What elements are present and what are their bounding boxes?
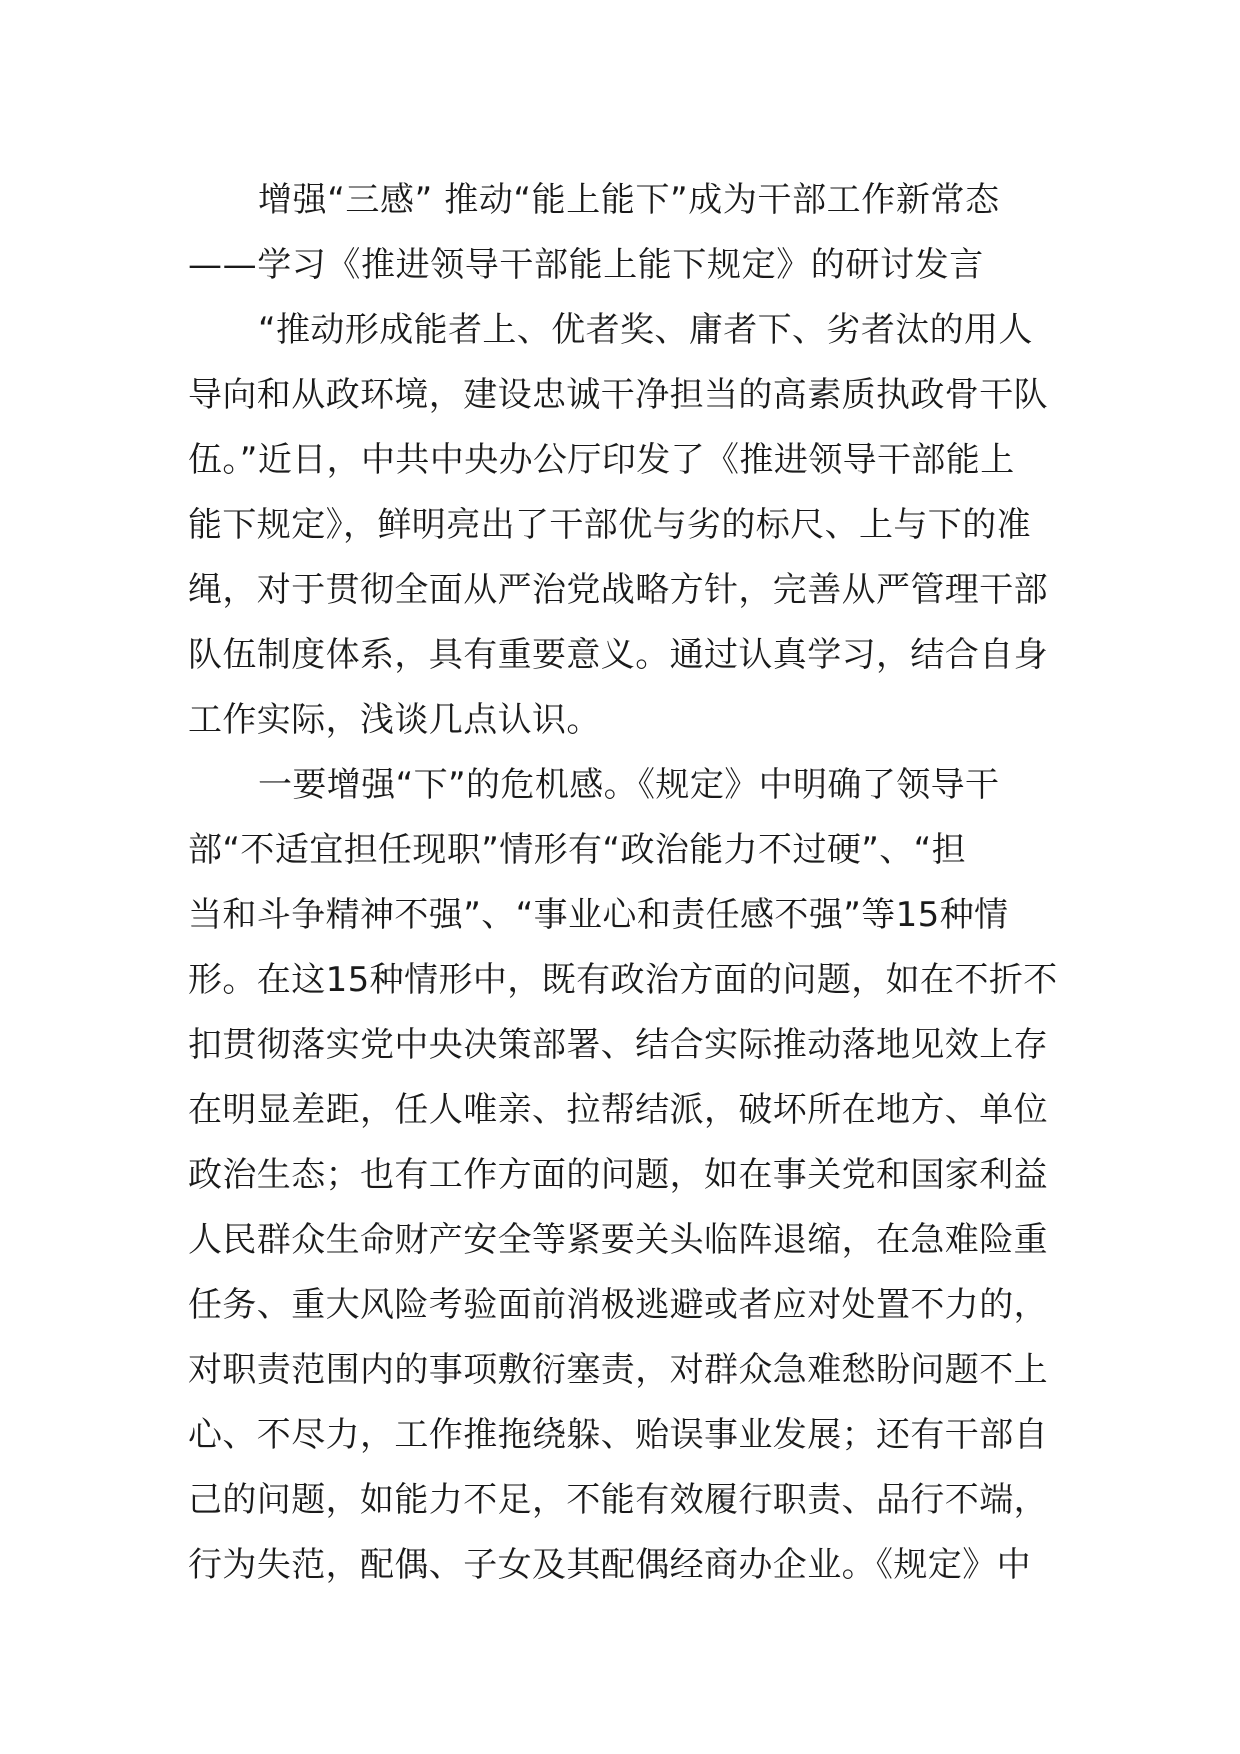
body-line: 一要增强“下”的危机感。《规定》中明确了领导干 (258, 765, 1000, 805)
document-subtitle: ——学习《推进领导干部能上能下规定》的研讨发言 (188, 245, 984, 285)
body-line: 心、不尽力，工作推拖绕躲、贻误事业发展；还有干部自 (188, 1415, 1048, 1455)
body-line: 己的问题，如能力不足，不能有效履行职责、品行不端， (188, 1480, 1048, 1520)
body-line: 队伍制度体系，具有重要意义。通过认真学习，结合自身 (188, 635, 1048, 675)
body-line: 能下规定》，鲜明亮出了干部优与劣的标尺、上与下的准 (188, 505, 1031, 545)
body-line: 人民群众生命财产安全等紧要关头临阵退缩，在急难险重 (188, 1220, 1048, 1260)
body-line: 任务、重大风险考验面前消极逃避或者应对处置不力的， (188, 1285, 1048, 1325)
document-title: 增强“三感” 推动“能上能下”成为干部工作新常态 (258, 180, 1000, 220)
body-line: 导向和从政环境，建设忠诚干净担当的高素质执政骨干队 (188, 375, 1048, 415)
body-line: 部“不适宜担任现职”情形有“政治能力不过硬”、“担 (188, 830, 967, 870)
body-line: “推动形成能者上、优者奖、庸者下、劣者汰的用人 (258, 310, 1033, 350)
body-line: 政治生态；也有工作方面的问题，如在事关党和国家利益 (188, 1155, 1048, 1195)
body-line: 在明显差距，任人唯亲、拉帮结派，破坏所在地方、单位 (188, 1090, 1048, 1130)
body-line: 对职责范围内的事项敷衍塞责，对群众急难愁盼问题不上 (188, 1350, 1048, 1390)
document-content (188, 168, 1058, 1598)
body-line: 伍。”近日，中共中央办公厅印发了《推进领导干部能上 (188, 440, 1015, 480)
body-line: 扣贯彻落实党中央决策部署、结合实际推动落地见效上存 (188, 1025, 1048, 1065)
body-line: 行为失范，配偶、子女及其配偶经商办企业。《规定》中 (188, 1545, 1031, 1585)
body-line: 绳，对于贯彻全面从严治党战略方针，完善从严管理干部 (188, 570, 1048, 610)
body-line: 工作实际，浅谈几点认识。 (188, 700, 601, 740)
body-line: 当和斗争精神不强”、“事业心和责任感不强”等15种情 (188, 895, 1009, 935)
body-line: 形。在这15种情形中，既有政治方面的问题，如在不折不 (188, 960, 1058, 1000)
